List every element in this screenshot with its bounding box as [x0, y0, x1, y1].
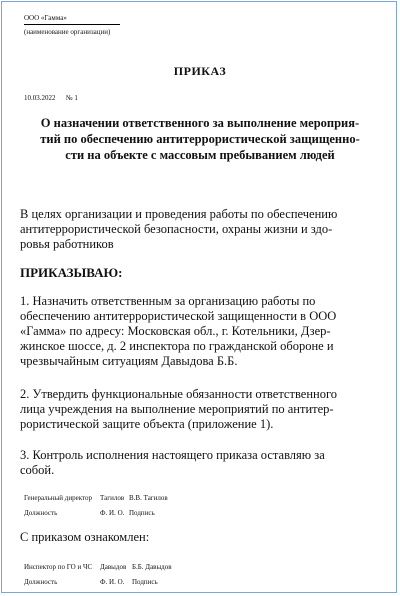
org-underline — [24, 24, 120, 25]
signature-label-position: Должность — [24, 509, 58, 517]
item-line: 3. Контроль исполнения настоящего приказа оставляю за — [20, 448, 325, 462]
item-line: «Гамма» по адресу: Московская обл., г. Котельники, Дзер- — [20, 324, 331, 338]
item-line: собой. — [20, 463, 55, 477]
item-line: рористической защите объекта (приложение 1). — [20, 417, 274, 431]
acquainted-title: С приказом ознакомлен: — [20, 530, 150, 544]
order-word: ПРИКАЗЫВАЮ: — [20, 265, 123, 280]
heading-line: сти на объекте с массовым пребыванием людей — [65, 148, 335, 162]
heading-line: тий по обеспечению антитеррористической защищенно- — [40, 132, 360, 146]
heading-line: О назначении ответственного за выполнение мероприя- — [40, 116, 360, 130]
order-item-1 — [20, 294, 390, 369]
doc-number: № 1 — [66, 94, 78, 102]
preamble-line: В целях организации и проведения работы по обеспечению — [20, 207, 338, 221]
preamble-line: антитеррористической безопасности, охраны жизни и здо- — [20, 222, 333, 236]
signature-surname: Тагилов — [100, 494, 125, 502]
document-title: ПРИКАЗ — [173, 64, 227, 78]
doc-date: 10.03.2022 — [24, 94, 56, 102]
order-heading — [20, 115, 380, 163]
document-page — [1, 1, 397, 593]
preamble-line: ровья работников — [20, 237, 114, 251]
item-line: 1. Назначить ответственным за организацию работы по — [20, 294, 316, 308]
acquainted-position: Инспектор по ГО и ЧС — [24, 563, 93, 571]
org-caption: (наименование организации) — [24, 28, 111, 36]
item-line: жинское шоссе, д. 2 инспектора по гражданской обороне и — [20, 339, 334, 353]
item-line: обеспечению антитеррористической защищенности в ООО — [20, 309, 337, 323]
order-item-2 — [20, 387, 390, 432]
acquainted-label-sign: Подпись — [132, 578, 158, 586]
item-line: чрезвычайным ситуациям Давыдова Б.Б. — [20, 354, 238, 368]
order-item-3 — [20, 448, 390, 478]
signature-name: В.В. Тагилов — [129, 494, 168, 502]
acquainted-label-fio: Ф. И. О. — [100, 578, 125, 586]
preamble — [20, 207, 390, 252]
acquainted-name: Б.Б. Давыдов — [132, 563, 172, 571]
acquainted-label-position: Должность — [24, 578, 58, 586]
signature-label-sign: Подпись — [129, 509, 155, 517]
acquainted-surname: Давыдов — [100, 563, 127, 571]
item-line: лица учреждения на выполнение мероприятий по антитер- — [20, 402, 334, 416]
signature-label-fio: Ф. И. О. — [100, 509, 125, 517]
item-line: 2. Утвердить функциональные обязанности ответственного — [20, 387, 338, 401]
org-name: ООО «Гамма» — [24, 14, 67, 22]
signature-position: Генеральный директор — [24, 494, 92, 502]
